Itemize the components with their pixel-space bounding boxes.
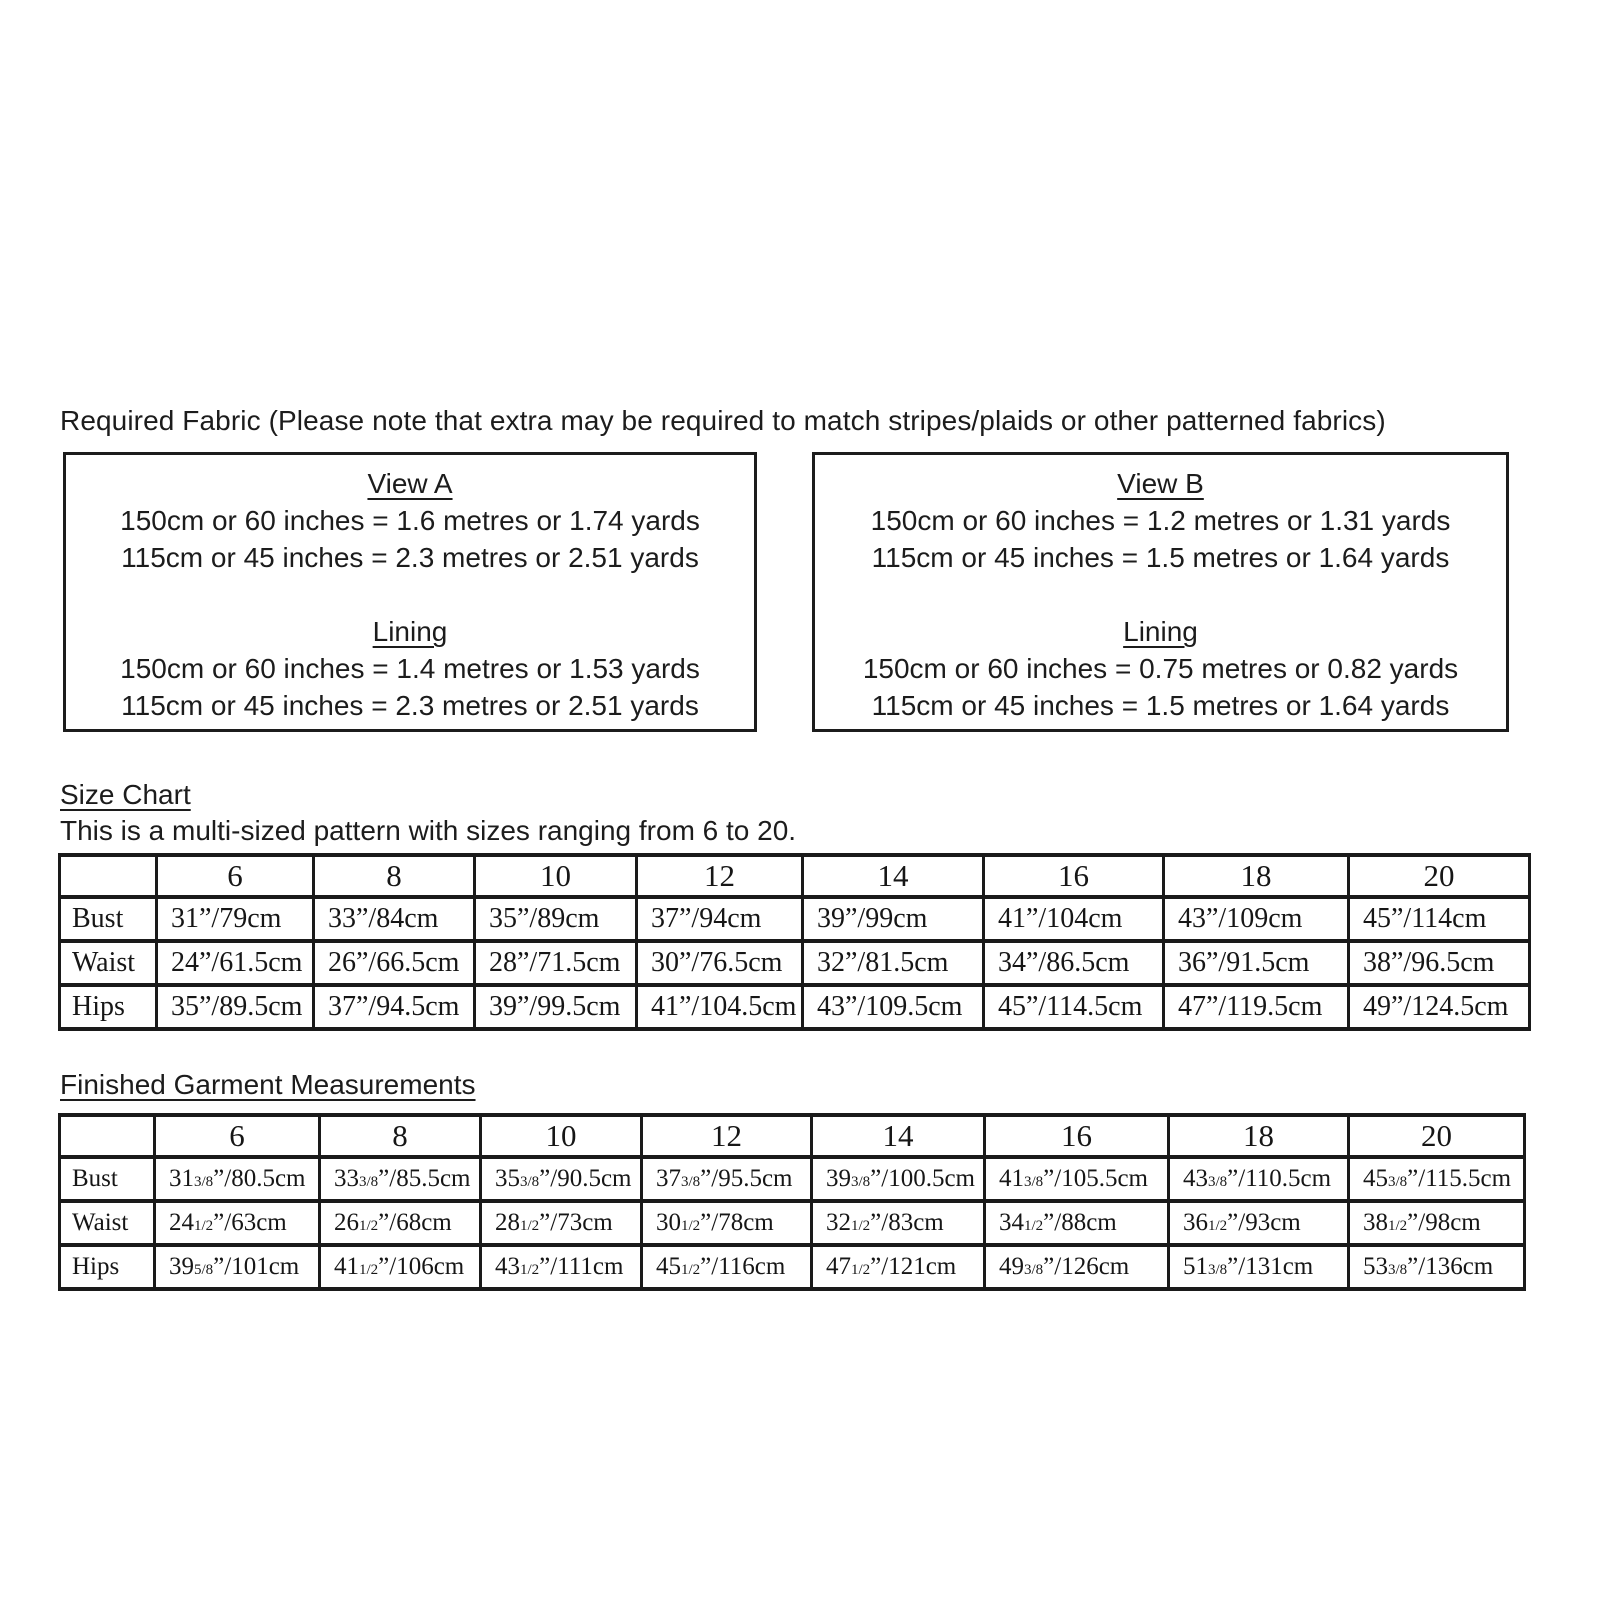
measurement-cell: 533/8”/136cm <box>1349 1245 1525 1289</box>
view-b-fabric-line: 150cm or 60 inches = 1.2 metres or 1.31 yards <box>870 505 1451 536</box>
measurement-cell: 32”/81.5cm <box>803 941 984 985</box>
measurement-cell: 261/2”/68cm <box>320 1201 481 1245</box>
measurement-row <box>60 1157 1525 1201</box>
measurement-cell: 26”/66.5cm <box>314 941 475 985</box>
fraction: 5/8 <box>194 1262 214 1278</box>
spacer <box>815 576 1506 613</box>
measurement-cell: 24”/61.5cm <box>157 941 314 985</box>
finished-garment-table <box>58 1113 1526 1291</box>
view-a-lining-line: 150cm or 60 inches = 1.4 metres or 1.53 yards <box>120 653 700 684</box>
measurement-cell: 35”/89cm <box>475 897 637 941</box>
measurement-cell: 35”/89.5cm <box>157 985 314 1029</box>
measurement-cell: 39”/99cm <box>803 897 984 941</box>
measurement-cell: 353/8”/90.5cm <box>481 1157 642 1201</box>
measurement-cell: 433/8”/110.5cm <box>1169 1157 1349 1201</box>
view-b-lining-title: Lining <box>1123 616 1198 647</box>
measurement-cell: 37”/94cm <box>637 897 803 941</box>
measurement-row <box>60 985 1530 1029</box>
size-column-header: 10 <box>481 1115 642 1157</box>
fraction: 1/2 <box>1024 1218 1044 1234</box>
measurement-cell: 451/2”/116cm <box>642 1245 812 1289</box>
fraction: 3/8 <box>194 1174 214 1190</box>
view-b-title: View B <box>1117 468 1204 499</box>
measurement-cell: 33”/84cm <box>314 897 475 941</box>
size-header-row <box>60 1115 1525 1157</box>
measurement-cell: 31”/79cm <box>157 897 314 941</box>
measurement-cell: 341/2”/88cm <box>985 1201 1169 1245</box>
fraction: 1/2 <box>1388 1218 1408 1234</box>
measurement-row <box>60 1245 1525 1289</box>
measurement-cell: 36”/91.5cm <box>1164 941 1349 985</box>
view-a-fabric-box <box>63 452 757 732</box>
spacer <box>66 576 754 613</box>
measurement-cell: 41”/104.5cm <box>637 985 803 1029</box>
fraction: 1/2 <box>851 1262 871 1278</box>
size-column-header: 6 <box>155 1115 320 1157</box>
measurement-cell: 393/8”/100.5cm <box>812 1157 985 1201</box>
measurement-cell: 43”/109.5cm <box>803 985 984 1029</box>
measurement-cell: 453/8”/115.5cm <box>1349 1157 1525 1201</box>
row-label: Waist <box>60 941 157 985</box>
size-column-header: 10 <box>475 855 637 897</box>
measurement-cell: 43”/109cm <box>1164 897 1349 941</box>
measurement-cell: 28”/71.5cm <box>475 941 637 985</box>
measurement-cell: 34”/86.5cm <box>984 941 1164 985</box>
measurement-cell: 41”/104cm <box>984 897 1164 941</box>
corner-cell <box>60 855 157 897</box>
size-column-header: 12 <box>642 1115 812 1157</box>
measurement-cell: 413/8”/105.5cm <box>985 1157 1169 1201</box>
row-label: Bust <box>60 1157 155 1201</box>
view-b-fabric-box <box>812 452 1509 732</box>
size-column-header: 6 <box>157 855 314 897</box>
measurement-cell: 395/8”/101cm <box>155 1245 320 1289</box>
fraction: 3/8 <box>520 1174 540 1190</box>
measurement-cell: 471/2”/121cm <box>812 1245 985 1289</box>
fraction: 1/2 <box>359 1262 379 1278</box>
row-label: Hips <box>60 1245 155 1289</box>
measurement-cell: 513/8”/131cm <box>1169 1245 1349 1289</box>
fraction: 3/8 <box>851 1174 871 1190</box>
measurement-cell: 301/2”/78cm <box>642 1201 812 1245</box>
measurement-cell: 38”/96.5cm <box>1349 941 1530 985</box>
fraction: 3/8 <box>1208 1262 1228 1278</box>
measurement-cell: 45”/114cm <box>1349 897 1530 941</box>
size-header-row <box>60 855 1530 897</box>
fraction: 1/2 <box>681 1218 701 1234</box>
view-a-lining-title: Lining <box>372 616 448 647</box>
view-a-title: View A <box>367 468 453 499</box>
measurement-cell: 431/2”/111cm <box>481 1245 642 1289</box>
fraction: 3/8 <box>359 1174 379 1190</box>
size-column-header: 16 <box>984 855 1164 897</box>
view-a-fabric-line: 150cm or 60 inches = 1.6 metres or 1.74 yards <box>120 505 700 536</box>
size-column-header: 16 <box>985 1115 1169 1157</box>
fraction: 1/2 <box>851 1218 871 1234</box>
size-chart-subtitle: This is a multi-sized pattern with sizes ranging from 6 to 20. <box>60 815 797 846</box>
fraction: 1/2 <box>194 1218 214 1234</box>
fraction: 1/2 <box>1208 1218 1228 1234</box>
row-label: Hips <box>60 985 157 1029</box>
size-column-header: 14 <box>803 855 984 897</box>
view-b-lining-line: 115cm or 45 inches = 1.5 metres or 1.64 yards <box>871 690 1450 721</box>
measurement-cell: 37”/94.5cm <box>314 985 475 1029</box>
size-column-header: 12 <box>637 855 803 897</box>
finished-garment-title: Finished Garment Measurements <box>60 1069 476 1100</box>
size-column-header: 20 <box>1349 1115 1525 1157</box>
measurement-cell: 313/8”/80.5cm <box>155 1157 320 1201</box>
measurement-cell: 333/8”/85.5cm <box>320 1157 481 1201</box>
fraction: 3/8 <box>1024 1174 1044 1190</box>
corner-cell <box>60 1115 155 1157</box>
view-b-lining-line: 150cm or 60 inches = 0.75 metres or 0.82 yards <box>862 653 1459 684</box>
size-chart-title: Size Chart <box>60 779 191 810</box>
required-fabric-heading: Required Fabric (Please note that extra may be required to match stripes/plaids or other patterned fabrics) <box>60 405 1386 436</box>
view-a-lining-line: 115cm or 45 inches = 2.3 metres or 2.51 yards <box>121 690 699 721</box>
fraction: 3/8 <box>1388 1262 1408 1278</box>
measurement-cell: 39”/99.5cm <box>475 985 637 1029</box>
size-column-header: 18 <box>1164 855 1349 897</box>
fraction: 1/2 <box>681 1262 701 1278</box>
fraction: 3/8 <box>1208 1174 1228 1190</box>
measurement-cell: 493/8”/126cm <box>985 1245 1169 1289</box>
view-b-fabric-line: 115cm or 45 inches = 1.5 metres or 1.64 yards <box>871 542 1450 573</box>
size-chart-table <box>58 853 1531 1031</box>
measurement-cell: 45”/114.5cm <box>984 985 1164 1029</box>
view-a-fabric-line: 115cm or 45 inches = 2.3 metres or 2.51 yards <box>121 542 699 573</box>
fraction: 3/8 <box>681 1174 701 1190</box>
measurement-cell: 373/8”/95.5cm <box>642 1157 812 1201</box>
fraction: 1/2 <box>520 1262 540 1278</box>
row-label: Waist <box>60 1201 155 1245</box>
size-column-header: 18 <box>1169 1115 1349 1157</box>
measurement-row <box>60 1201 1525 1245</box>
measurement-cell: 361/2”/93cm <box>1169 1201 1349 1245</box>
measurement-cell: 321/2”/83cm <box>812 1201 985 1245</box>
measurement-cell: 49”/124.5cm <box>1349 985 1530 1029</box>
size-column-header: 8 <box>314 855 475 897</box>
fraction: 1/2 <box>520 1218 540 1234</box>
fraction: 3/8 <box>1024 1262 1044 1278</box>
measurement-cell: 411/2”/106cm <box>320 1245 481 1289</box>
measurement-row <box>60 897 1530 941</box>
size-column-header: 8 <box>320 1115 481 1157</box>
measurement-cell: 381/2”/98cm <box>1349 1201 1525 1245</box>
measurement-cell: 47”/119.5cm <box>1164 985 1349 1029</box>
size-column-header: 20 <box>1349 855 1530 897</box>
fraction: 1/2 <box>359 1218 379 1234</box>
row-label: Bust <box>60 897 157 941</box>
measurement-row <box>60 941 1530 985</box>
measurement-cell: 30”/76.5cm <box>637 941 803 985</box>
measurement-cell: 281/2”/73cm <box>481 1201 642 1245</box>
fraction: 3/8 <box>1388 1174 1408 1190</box>
measurement-cell: 241/2”/63cm <box>155 1201 320 1245</box>
size-column-header: 14 <box>812 1115 985 1157</box>
